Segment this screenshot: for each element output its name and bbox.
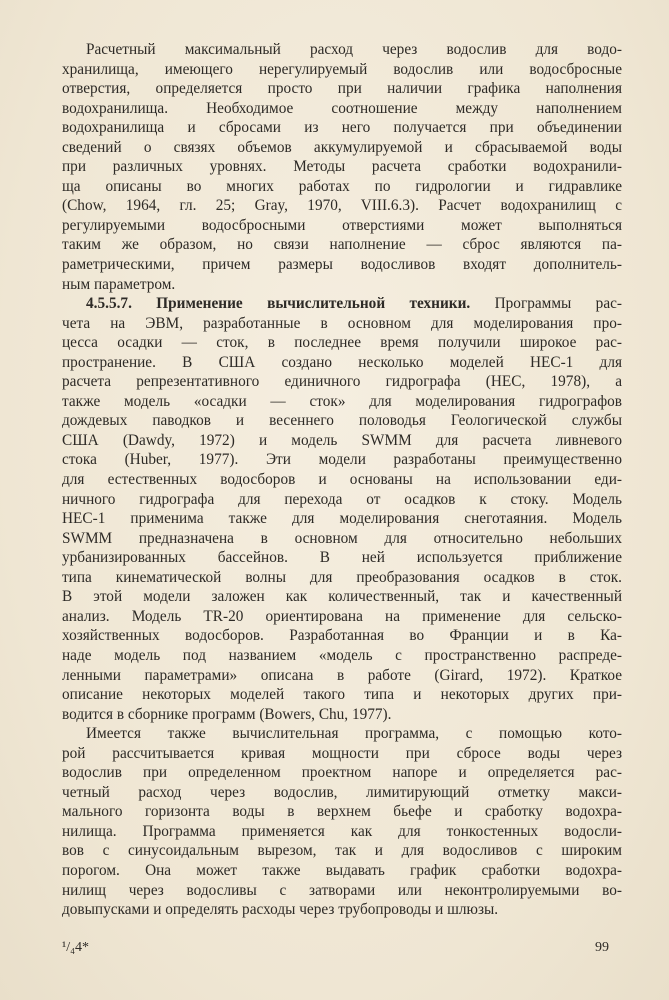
text-line: четный расход через водослив, лимитирующий отметку макси- [62,783,622,801]
section-heading-line [62,294,622,314]
text-line: таким же образом, но связи наполнение — сброс являются па- [62,236,622,254]
text-line: хозяйственных водосборов. Разработанная во Франции и в Ка- [62,627,622,645]
section-heading: 4.5.5.7. Применение вычислительной техники. [86,295,471,313]
text-line: рой рассчитывается кривая мощности при сбросе воды через [62,744,622,762]
text-line: цесса осадки — сток, в последнее время получили широкое рас- [62,334,622,352]
text-line: отверстия, определяется просто при наличии графика наполнения [62,80,622,98]
text-line: анализ. Модель TR-20 ориентирована на применение для сельско- [62,607,622,625]
text-line: дождевых паводков и весеннего половодья Геологической службы [62,412,622,430]
text-line: ща описаны во многих работах по гидрологии и гидравлике [62,177,622,195]
paragraph-1 [62,40,622,294]
text-line: ничного гидрографа для перехода от осадков к стоку. Модель [62,490,622,508]
text-line: водохранилища и сбросами из него получается при объединении [62,119,622,137]
text-line: чета на ЭВМ, разработанные в основном для моделирования про- [62,314,622,332]
text-line: нилищ через водосливы с затворами или неконтролируемыми во- [62,881,622,899]
paragraph-3 [62,724,622,919]
text-line: нилища. Программа применяется как для тонкостенных водосли- [62,822,622,840]
text-line: порогом. Она может также выдавать график сработки водохра- [62,861,622,879]
text-line: раметрическими, причем размеры водосливов входят дополнитель- [62,256,622,274]
page-number: 99 [595,940,609,955]
text-line: стока (Huber, 1977). Эти модели разработаны преимущественно [62,451,622,469]
text-line: пространение. В США создано несколько моделей HEC-1 для [62,353,622,371]
text-line: при различных уровнях. Методы расчета сработки водохранили- [62,158,622,176]
text-line: (Chow, 1964, гл. 25; Gray, 1970, VIII.6.3). Расчет водохранилищ с [62,197,622,215]
body-text [62,40,622,920]
text-line: наде модель под названием «модель с пространственно распреде- [62,646,622,664]
text-line: сведений о связях объемов аккумулируемой и сбрасываемой воды [62,138,622,156]
text-line: описание некоторых моделей такого типа и некоторых других при- [62,686,622,704]
text-line: для естественных водосборов и основаны на использовании еди- [62,471,622,489]
text-line: довыпусками и определять расходы через трубопроводы и шлюзы. [62,901,499,919]
text-line: также модель «осадки — сток» для моделирования гидрографов [62,392,622,410]
text-line: регулируемыми водосбросными отверстиями может выполняться [62,216,622,234]
text-line: типа кинематической волны для преобразования осадков в сток. [62,568,622,586]
text-line: расчета репрезентативного единичного гидрографа (HEC, 1978), а [62,373,622,391]
text-line: водится в сборнике программ (Bowers, Chu, 1977). [62,705,392,723]
text-line: HEC-1 применима также для моделирования снеготаяния. Модель [62,510,622,528]
text-line: США (Dawdy, 1972) и модель SWMM для расчета ливневого [62,431,622,449]
text-line: водослив при определенном проектном напоре и определяется рас- [62,764,622,782]
text-line: В этой модели заложен как количественный, так и качественный [62,588,622,606]
text-line: Имеется также вычислительная программа, с помощью кото- [86,725,622,743]
paragraph-2-lead: Программы рас- [470,295,622,313]
text-line: хранилища, имеющего нерегулируемый водослив или водосбросные [62,60,622,78]
text-line: Расчетный максимальный расход через водослив для водо- [86,41,622,58]
text-line: вов с синусоидальным вырезом, так и для водосливов с широким [62,842,622,860]
text-line: урбанизированных бассейнов. В ней используется приближение [62,549,622,567]
signature-mark: ¹/₄4* [62,940,89,955]
paragraph-2 [62,314,622,724]
text-line: SWMM предназначена в основном для относительно небольших [62,529,622,547]
text-line: ным параметром. [62,275,176,293]
text-line: водохранилища. Необходимое соотношение между наполнением [62,99,622,117]
text-line: мального горизонта воды в верхнем бьефе и сработку водохра- [62,803,622,821]
text-line: ленными параметрами» описана в работе (Girard, 1972). Краткое [62,666,622,684]
